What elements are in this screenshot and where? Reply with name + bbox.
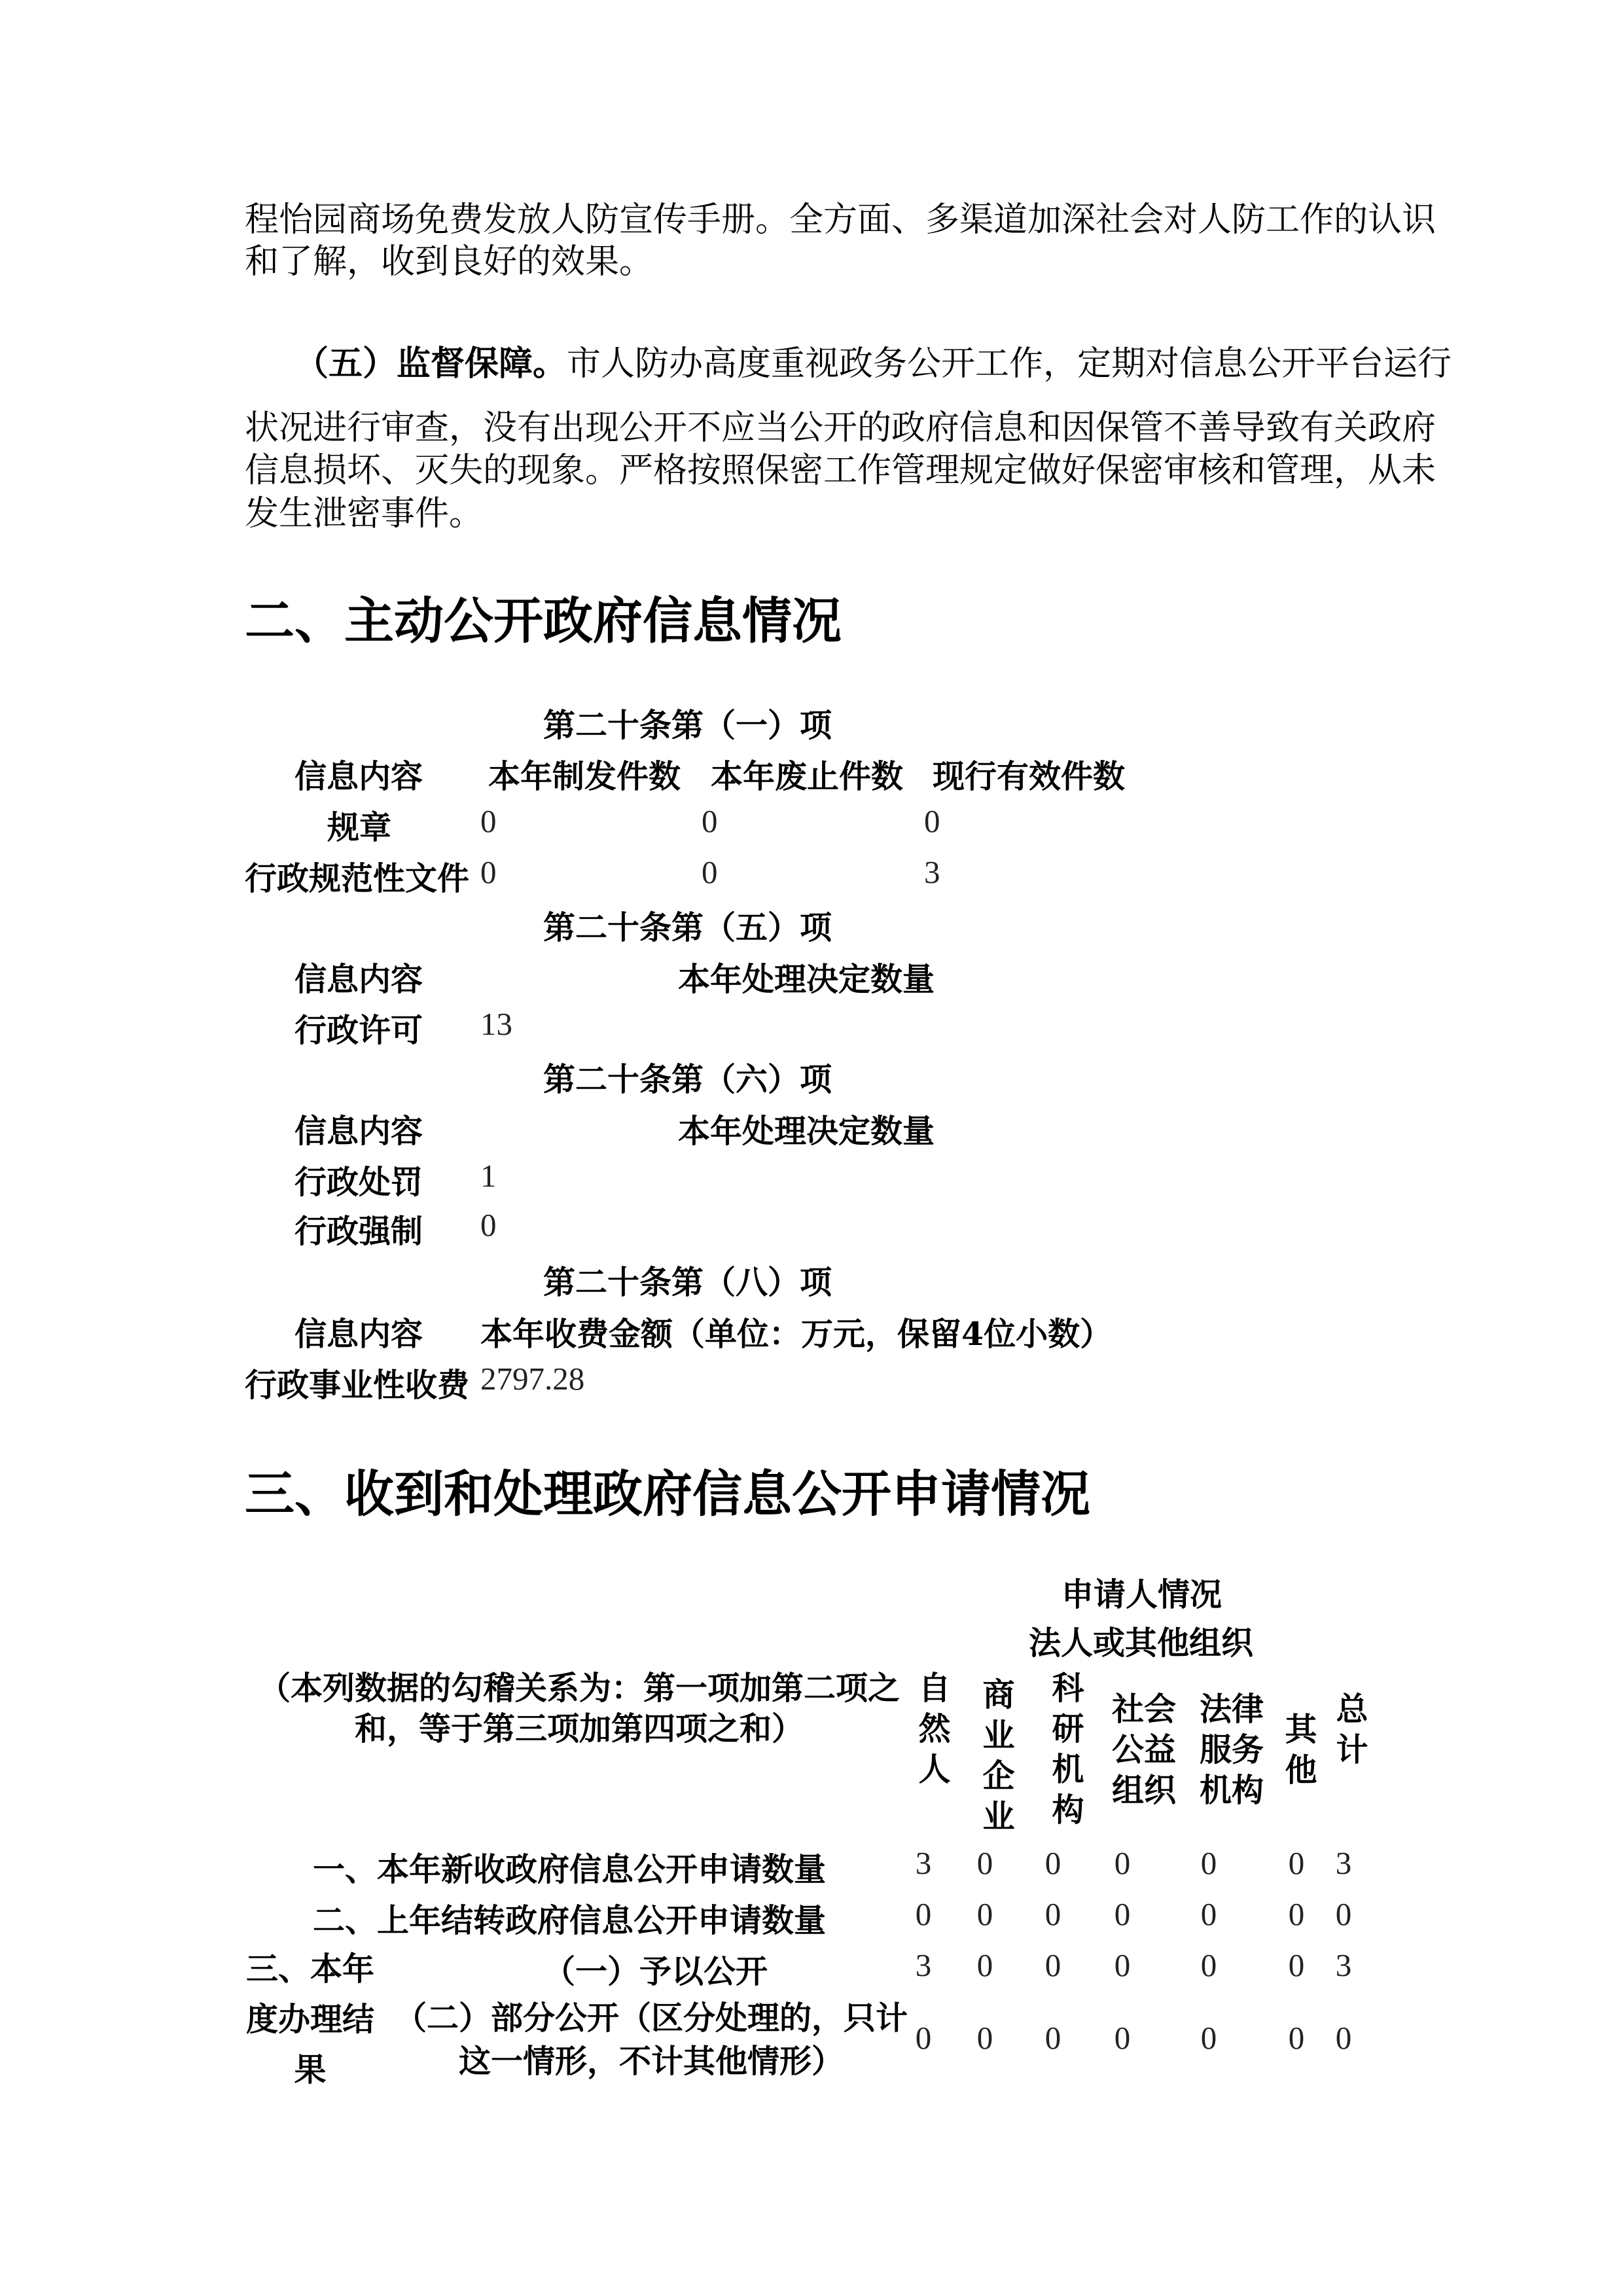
row-disclosed-natural: 3: [915, 1947, 932, 1983]
supervision-text: 市人防办高度重视政务公开工作，定期对信息公开平台运行: [567, 344, 1452, 384]
row-disclosed-other: 0: [1288, 1947, 1305, 1983]
row-partial-label-line1: （二）部分公开（区分处理的，只计: [394, 1999, 908, 2037]
col-business: 商业企业: [982, 1676, 1015, 1835]
normative-valid: 3: [924, 854, 940, 890]
item1-header-valid: 现行有效件数: [933, 757, 1126, 795]
applicant-header: 申请人情况: [1061, 1575, 1222, 1613]
row-label-permit: 行政许可: [294, 1011, 423, 1049]
row-new-requests-label: 一、本年新收政府信息公开申请数量: [313, 1850, 827, 1888]
row-disclosed-total: 3: [1335, 1947, 1352, 1983]
row-label-enforcement: 行政强制: [294, 1212, 423, 1250]
row-carried-over-business: 0: [976, 1896, 993, 1932]
table-note-line1: （本列数据的勾稽关系为：第一项加第二项之: [258, 1669, 900, 1707]
col-research: 科研机构: [1052, 1669, 1084, 1829]
group-label-results: 三、本年度办理结果: [245, 1950, 374, 2089]
row-partial-label-line2: 这一情形，不计其他情形）: [458, 2042, 844, 2080]
col-public-welfare: 社会公益组织: [1111, 1690, 1176, 1809]
enforcement-value: 0: [480, 1207, 497, 1243]
item1-header-abolished: 本年废止件数: [711, 757, 904, 795]
row-label-fees: 行政事业性收费: [245, 1366, 470, 1404]
item8-title: 第二十条第（八）项: [543, 1263, 832, 1301]
row-carried-over-research: 0: [1044, 1896, 1061, 1932]
row-new-requests-total: 3: [1335, 1845, 1352, 1881]
row-disclosed-welfare: 0: [1114, 1947, 1131, 1983]
table-note: [255, 1668, 903, 1749]
item8-header-content: 信息内容: [294, 1315, 423, 1353]
item5-header-count: 本年处理决定数量: [678, 960, 935, 998]
item1-title: 第二十条第（一）项: [543, 706, 832, 744]
item8-header-amount: 本年收费金额（单位：万元，保留4位小数）: [480, 1315, 1113, 1353]
row-partial-legal: 0: [1200, 2020, 1217, 2056]
item6-header-count: 本年处理决定数量: [678, 1112, 935, 1150]
row-label-penalty: 行政处罚: [294, 1163, 423, 1201]
item1-header-issued: 本年制发件数: [488, 757, 681, 795]
row-new-requests-research: 0: [1044, 1845, 1061, 1881]
section2-heading: 二、主动公开政府信息情况: [245, 592, 842, 650]
paragraph-promotion-line2: 和了解，收到良好的效果。: [245, 242, 654, 281]
row-partial-business: 0: [976, 2020, 993, 2056]
item5-header-content: 信息内容: [294, 960, 423, 998]
col-natural-person: 自然人: [918, 1669, 951, 1788]
row-partial-research: 0: [1044, 2020, 1061, 2056]
row-carried-over-legal: 0: [1200, 1896, 1217, 1932]
row-carried-over-total: 0: [1335, 1896, 1352, 1932]
col-other: 其他: [1285, 1710, 1317, 1789]
item6-header-content: 信息内容: [294, 1112, 423, 1150]
col-total: 总计: [1336, 1690, 1368, 1768]
row-carried-over-other: 0: [1288, 1896, 1305, 1932]
item5-title: 第二十条第（五）项: [543, 908, 832, 946]
section3-heading: 三、收到和处理政府信息公开申请情况: [245, 1465, 1090, 1523]
row-label-normative-docs: 行政规范性文件: [245, 859, 470, 897]
row-new-requests-other: 0: [1288, 1845, 1305, 1881]
row-carried-over-welfare: 0: [1114, 1896, 1131, 1932]
paragraph-supervision-line2: 状况进行审查，没有出现公开不应当公开的政府信息和因保管不善导致有关政府: [245, 408, 1436, 448]
normative-issued: 0: [480, 854, 497, 890]
row-partial-other: 0: [1288, 2020, 1305, 2056]
col-legal-service: 法律服务机构: [1199, 1690, 1264, 1809]
paragraph-supervision-line1: [294, 342, 1452, 386]
row-disclosed-label: （一）予以公开: [543, 1952, 768, 1990]
row-disclosed-research: 0: [1044, 1947, 1061, 1983]
row-label-rules: 规章: [327, 808, 392, 846]
normative-abolished: 0: [702, 854, 718, 890]
row-partial-label: [393, 1996, 910, 2083]
row-new-requests-welfare: 0: [1114, 1845, 1131, 1881]
row-partial-total: 0: [1335, 2020, 1352, 2056]
rules-valid: 0: [924, 803, 940, 839]
table-note-line2: 和，等于第三项加第四项之和）: [354, 1710, 804, 1748]
row-new-requests-natural: 3: [915, 1845, 932, 1881]
row-partial-natural: 0: [915, 2020, 932, 2056]
fees-value: 2797.28: [480, 1361, 585, 1397]
supervision-title: （五）监督保障。: [294, 344, 567, 384]
item6-title: 第二十条第（六）项: [543, 1060, 832, 1098]
rules-issued: 0: [480, 803, 497, 839]
row-carried-over-natural: 0: [915, 1896, 932, 1932]
row-disclosed-business: 0: [976, 1947, 993, 1983]
row-disclosed-legal: 0: [1200, 1947, 1217, 1983]
penalty-value: 1: [480, 1158, 497, 1194]
paragraph-supervision-line4: 发生泄密事件。: [245, 494, 484, 533]
paragraph-promotion-line1: 程怡园商场免费发放人防宣传手册。全方面、多渠道加深社会对人防工作的认识: [245, 200, 1436, 240]
row-partial-welfare: 0: [1114, 2020, 1131, 2056]
paragraph-supervision-line3: 信息损坏、灭失的现象。严格按照保密工作管理规定做好保密审核和管理，从未: [245, 451, 1436, 490]
item1-header-content: 信息内容: [294, 757, 423, 795]
permit-value: 13: [480, 1006, 512, 1042]
row-carried-over-label: 二、上年结转政府信息公开申请数量: [313, 1901, 827, 1939]
legal-entity-header: 法人或其他组织: [1029, 1624, 1254, 1662]
rules-abolished: 0: [702, 803, 718, 839]
row-new-requests-business: 0: [976, 1845, 993, 1881]
row-new-requests-legal: 0: [1200, 1845, 1217, 1881]
